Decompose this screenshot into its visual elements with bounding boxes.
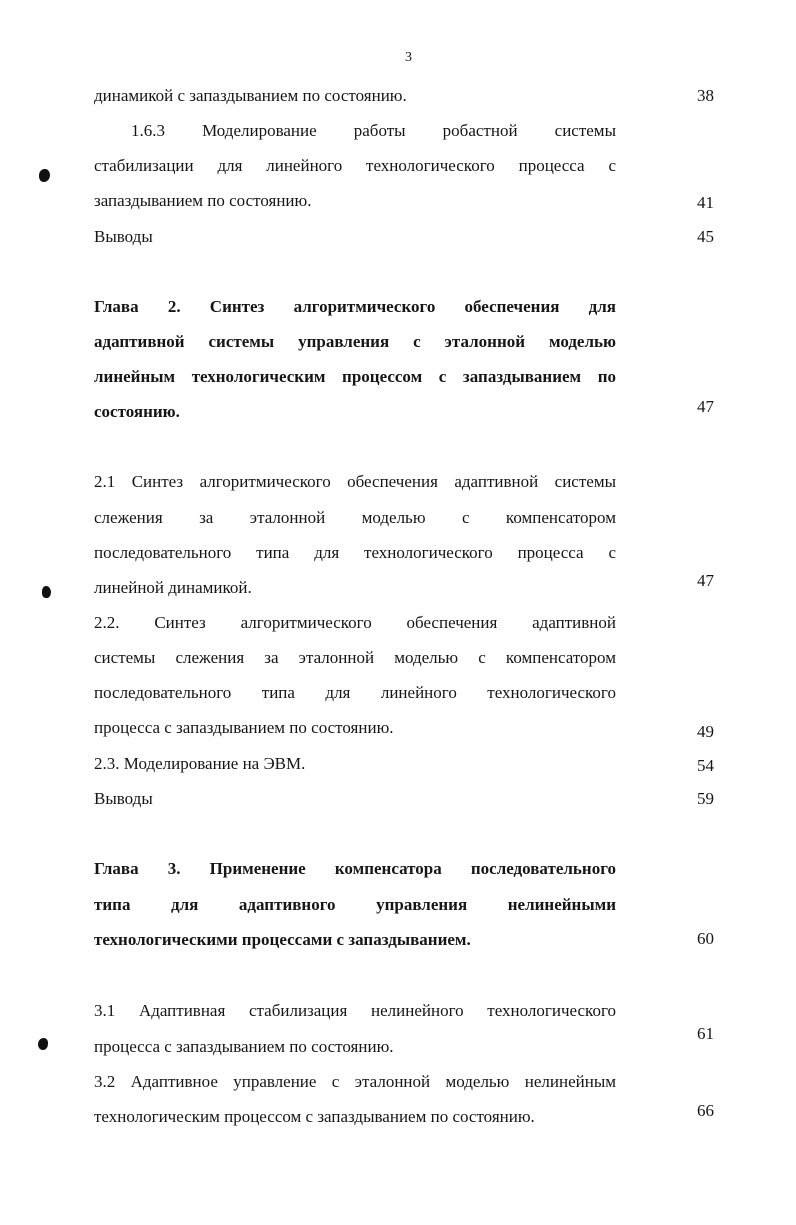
toc-line: 2.3. Моделирование на ЭВМ. bbox=[94, 754, 306, 773]
toc-page-number: 61 bbox=[697, 1024, 714, 1043]
toc-line: 3.2 Адаптивное управление с эталонной моделью нелинейным bbox=[94, 1072, 616, 1091]
toc-page-number: 45 bbox=[697, 227, 714, 246]
chapter-heading-line: адаптивной системы управления с эталонной моделью bbox=[94, 332, 616, 351]
chapter-heading-line: технологическими процессами с запаздыванием. bbox=[94, 930, 471, 949]
toc-line: процесса с запаздыванием по состоянию. bbox=[94, 718, 394, 737]
scan-mark bbox=[42, 586, 51, 598]
toc-line: последовательного типа для линейного технологического bbox=[94, 683, 616, 702]
toc-line: 1.6.3 Моделирование работы робастной системы bbox=[131, 121, 616, 140]
toc-page-number: 59 bbox=[697, 789, 714, 808]
toc-line: последовательного типа для технологического процесса с bbox=[94, 543, 616, 562]
toc-line: 3.1 Адаптивная стабилизация нелинейного технологического bbox=[94, 1001, 616, 1020]
toc-line: технологическим процессом с запаздыванием по состоянию. bbox=[94, 1107, 535, 1126]
toc-line: Выводы bbox=[94, 227, 153, 246]
toc-line: стабилизации для линейного технологического процесса с bbox=[94, 156, 616, 175]
toc-page-number: 60 bbox=[697, 929, 714, 948]
toc-line: 2.1 Синтез алгоритмического обеспечения адаптивной системы bbox=[94, 472, 616, 491]
page-number: 3 bbox=[405, 50, 412, 65]
toc-page-number: 66 bbox=[697, 1101, 714, 1120]
chapter-heading-line: Глава 3. Применение компенсатора последовательного bbox=[94, 859, 616, 878]
toc-line: запаздыванием по состоянию. bbox=[94, 191, 312, 210]
toc-line: системы слежения за эталонной моделью с компенсатором bbox=[94, 648, 616, 667]
toc-page-number: 54 bbox=[697, 756, 714, 775]
toc-line: динамикой с запаздыванием по состоянию. bbox=[94, 86, 407, 105]
toc-line: слежения за эталонной моделью с компенсатором bbox=[94, 508, 616, 527]
scan-mark bbox=[39, 169, 50, 182]
toc-page-number: 47 bbox=[697, 571, 714, 590]
chapter-heading-line: состоянию. bbox=[94, 402, 180, 421]
chapter-heading-line: типа для адаптивного управления нелинейными bbox=[94, 895, 616, 914]
toc-line: 2.2. Синтез алгоритмического обеспечения адаптивной bbox=[94, 613, 616, 632]
chapter-heading-line: Глава 2. Синтез алгоритмического обеспечения для bbox=[94, 297, 616, 316]
scan-mark bbox=[38, 1038, 48, 1050]
toc-page-number: 49 bbox=[697, 722, 714, 741]
toc-page-number: 41 bbox=[697, 193, 714, 212]
toc-page-number: 38 bbox=[697, 86, 714, 105]
toc-line: Выводы bbox=[94, 789, 153, 808]
chapter-heading-line: линейным технологическим процессом с запаздыванием по bbox=[94, 367, 616, 386]
toc-line: линейной динамикой. bbox=[94, 578, 252, 597]
toc-line: процесса с запаздыванием по состоянию. bbox=[94, 1037, 394, 1056]
toc-page-number: 47 bbox=[697, 397, 714, 416]
